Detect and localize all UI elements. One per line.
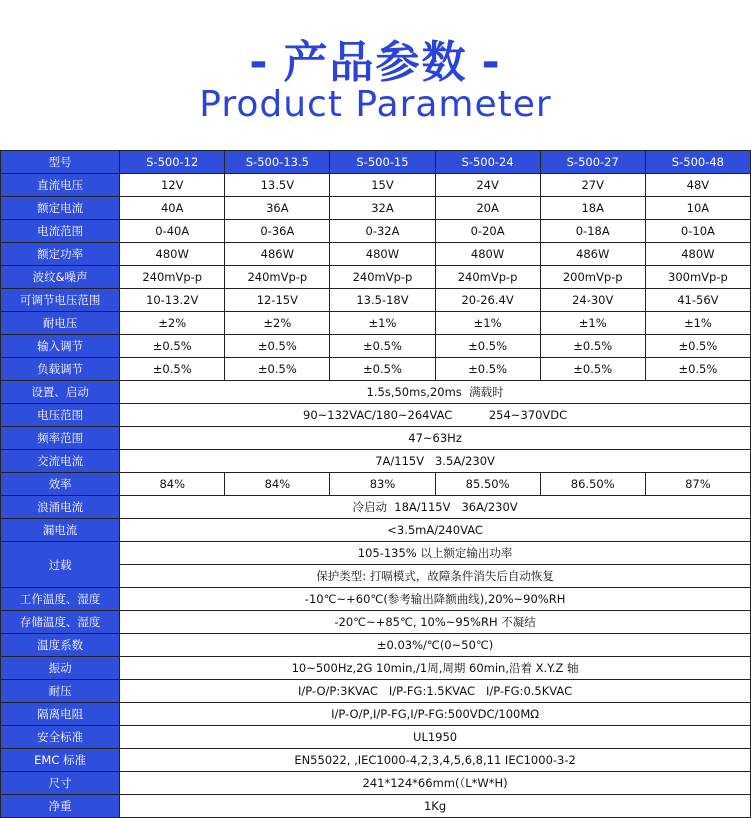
table-cell: 10-13.2V — [120, 289, 225, 312]
table-cell: 27V — [540, 174, 645, 197]
table-cell: 1Kg — [120, 795, 751, 818]
row-label: 型号 — [1, 151, 120, 174]
table-cell: 486W — [225, 243, 330, 266]
table-cell: 24-30V — [540, 289, 645, 312]
table-row — [1, 174, 751, 197]
row-label: 波纹&噪声 — [1, 266, 120, 289]
row-label: 交流电流 — [1, 450, 120, 473]
row-label: 额定功率 — [1, 243, 120, 266]
row-label: 温度系数 — [1, 634, 120, 657]
header — [0, 0, 751, 150]
table-cell: ±1% — [645, 312, 750, 335]
table-row — [1, 749, 751, 772]
table-cell: 15V — [330, 174, 435, 197]
row-label: 浪涌电流 — [1, 496, 120, 519]
table-cell: 24V — [435, 174, 540, 197]
table-cell: 20A — [435, 197, 540, 220]
table-cell: 0-40A — [120, 220, 225, 243]
row-label: 尺寸 — [1, 772, 120, 795]
table-cell: ±2% — [120, 312, 225, 335]
row-label: EMC 标准 — [1, 749, 120, 772]
row-label: 电压范围 — [1, 404, 120, 427]
model-header: S-500-24 — [435, 151, 540, 174]
row-label: 振动 — [1, 657, 120, 680]
table-row — [1, 634, 751, 657]
row-label: 工作温度、湿度 — [1, 588, 120, 611]
table-cell: ±0.5% — [225, 335, 330, 358]
table-cell: ±0.5% — [330, 358, 435, 381]
row-label: 设置、启动 — [1, 381, 120, 404]
table-cell: EN55022, ,IEC1000-4,2,3,4,5,6,8,11 IEC1000-3-2 — [120, 749, 751, 772]
table-row — [1, 335, 751, 358]
table-cell: 36A — [225, 197, 330, 220]
table-row — [1, 381, 751, 404]
table-cell: ±0.5% — [645, 335, 750, 358]
table-cell: 12V — [120, 174, 225, 197]
table-cell: ±0.5% — [225, 358, 330, 381]
model-header: S-500-13.5 — [225, 151, 330, 174]
table-cell: 7A/115V 3.5A/230V — [120, 450, 751, 473]
table-cell: 40A — [120, 197, 225, 220]
row-label: 漏电流 — [1, 519, 120, 542]
table-cell: 84% — [120, 473, 225, 496]
table-cell: ±0.5% — [645, 358, 750, 381]
table-cell: 保护类型: 打嗝模式，故障条件消失后自动恢复 — [120, 565, 751, 588]
table-cell: ±0.5% — [120, 335, 225, 358]
row-label: 负载调节 — [1, 358, 120, 381]
table-cell: 41-56V — [645, 289, 750, 312]
table-cell: ±0.5% — [330, 335, 435, 358]
title-cn-text: 产品参数 — [283, 37, 468, 88]
row-label: 输入调节 — [1, 335, 120, 358]
table-row — [1, 703, 751, 726]
table-cell: 480W — [330, 243, 435, 266]
page-title-en: Product Parameter — [199, 84, 552, 125]
spec-table — [0, 150, 751, 818]
table-cell: 480W — [435, 243, 540, 266]
table-cell: ±0.5% — [540, 335, 645, 358]
table-row — [1, 611, 751, 634]
table-cell: 0-36A — [225, 220, 330, 243]
table-cell: I/P-O/P,I/P-FG,I/P-FG:500VDC/100MΩ — [120, 703, 751, 726]
table-cell: ±0.5% — [120, 358, 225, 381]
table-cell: 20-26.4V — [435, 289, 540, 312]
row-label: 直流电压 — [1, 174, 120, 197]
table-cell: 480W — [120, 243, 225, 266]
row-label: 耐压 — [1, 680, 120, 703]
table-cell: 0-20A — [435, 220, 540, 243]
table-cell: I/P-O/P:3KVAC I/P-FG:1.5KVAC I/P-FG:0.5KVAC — [120, 680, 751, 703]
table-cell: -20℃~+85℃, 10%~95%RH 不凝结 — [120, 611, 751, 634]
table-cell: 0-10A — [645, 220, 750, 243]
table-row — [1, 220, 751, 243]
table-cell: 32A — [330, 197, 435, 220]
table-cell: 486W — [540, 243, 645, 266]
table-cell: 241*124*66mm(（L*W*H) — [120, 772, 751, 795]
table-cell: 90~132VAC/180~264VAC 254~370VDC — [120, 404, 751, 427]
table-cell: 200mVp-p — [540, 266, 645, 289]
table-row — [1, 542, 751, 565]
table-row — [1, 243, 751, 266]
table-cell: 87% — [645, 473, 750, 496]
table-cell: 13.5V — [225, 174, 330, 197]
table-cell: 300mVp-p — [645, 266, 750, 289]
table-cell: 10A — [645, 197, 750, 220]
table-cell: UL1950 — [120, 726, 751, 749]
model-header: S-500-27 — [540, 151, 645, 174]
table-cell: 0-18A — [540, 220, 645, 243]
model-header: S-500-15 — [330, 151, 435, 174]
table-row — [1, 358, 751, 381]
table-cell: 冷启动 18A/115V 36A/230V — [120, 496, 751, 519]
table-cell: 240mVp-p — [120, 266, 225, 289]
table-row — [1, 289, 751, 312]
table-cell: ±2% — [225, 312, 330, 335]
row-label: 耐电压 — [1, 312, 120, 335]
table-cell: ±0.03%/℃(0~50℃) — [120, 634, 751, 657]
row-label: 额定电流 — [1, 197, 120, 220]
model-header: S-500-12 — [120, 151, 225, 174]
table-cell: 48V — [645, 174, 750, 197]
table-cell: 480W — [645, 243, 750, 266]
table-row — [1, 266, 751, 289]
table-cell: 18A — [540, 197, 645, 220]
table-cell: -10℃~+60℃(参考输出降额曲线),20%~90%RH — [120, 588, 751, 611]
table-cell: 84% — [225, 473, 330, 496]
table-row — [1, 450, 751, 473]
table-cell: 1.5s,50ms,20ms 满载时 — [120, 381, 751, 404]
row-label: 电流范围 — [1, 220, 120, 243]
table-cell: 83% — [330, 473, 435, 496]
table-row — [1, 404, 751, 427]
table-row — [1, 772, 751, 795]
table-cell: 13.5-18V — [330, 289, 435, 312]
table-cell: 12-15V — [225, 289, 330, 312]
table-row — [1, 312, 751, 335]
title-dash-right: - — [481, 37, 502, 88]
table-row-model — [1, 151, 751, 174]
table-cell: ±1% — [435, 312, 540, 335]
page-title-cn — [0, 26, 751, 90]
table-cell: 10~500Hz,2G 10min,/1周,周期 60min,沿着 X.Y.Z 轴 — [120, 657, 751, 680]
title-dash-left: - — [249, 37, 270, 88]
row-label: 频率范围 — [1, 427, 120, 450]
row-label: 隔离电阻 — [1, 703, 120, 726]
table-cell: 85.50% — [435, 473, 540, 496]
table-cell: ±1% — [330, 312, 435, 335]
table-row — [1, 473, 751, 496]
table-cell: 0-32A — [330, 220, 435, 243]
table-cell: 240mVp-p — [225, 266, 330, 289]
model-header: S-500-48 — [645, 151, 750, 174]
table-row — [1, 427, 751, 450]
table-row — [1, 588, 751, 611]
row-label: 净重 — [1, 795, 120, 818]
table-cell: ±1% — [540, 312, 645, 335]
table-cell: 105-135% 以上额定输出功率 — [120, 542, 751, 565]
table-row — [1, 795, 751, 818]
table-row — [1, 657, 751, 680]
table-cell: ±0.5% — [540, 358, 645, 381]
table-cell: 47~63Hz — [120, 427, 751, 450]
table-cell: 86.50% — [540, 473, 645, 496]
row-label: 可调节电压范围 — [1, 289, 120, 312]
table-row — [1, 726, 751, 749]
table-row — [1, 680, 751, 703]
table-row — [1, 496, 751, 519]
table-cell: 240mVp-p — [330, 266, 435, 289]
table-row — [1, 519, 751, 542]
row-label: 过载 — [1, 542, 120, 588]
table-cell: ±0.5% — [435, 358, 540, 381]
row-label: 效率 — [1, 473, 120, 496]
row-label: 安全标准 — [1, 726, 120, 749]
table-cell: ±0.5% — [435, 335, 540, 358]
row-label: 存储温度、湿度 — [1, 611, 120, 634]
table-row — [1, 197, 751, 220]
table-cell: 240mVp-p — [435, 266, 540, 289]
table-cell: <3.5mA/240VAC — [120, 519, 751, 542]
